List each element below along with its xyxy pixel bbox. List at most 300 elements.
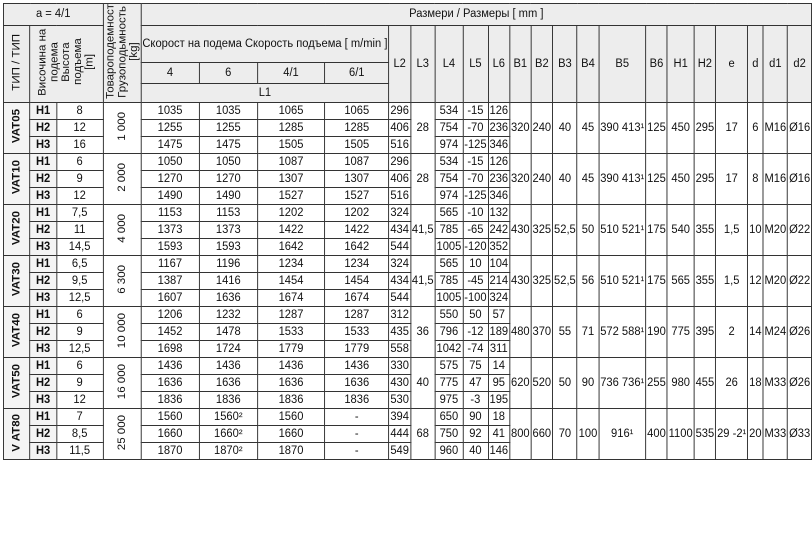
- d1-value: M33: [763, 357, 788, 408]
- B6-value: 400: [646, 408, 668, 459]
- L2-value: 434: [389, 221, 411, 238]
- l1-value: 1035: [141, 102, 199, 119]
- L4-value: 754: [435, 119, 463, 136]
- l1-value: 1505: [257, 136, 324, 153]
- L5-value: -125: [463, 187, 488, 204]
- L6-value: 126: [488, 102, 510, 119]
- L6-value: 104: [488, 255, 510, 272]
- L2-value: 434: [389, 272, 411, 289]
- L2-value: 558: [389, 340, 411, 357]
- lift-height-value: 11: [56, 221, 103, 238]
- d-value: 18: [748, 357, 763, 408]
- L5-value: -65: [463, 221, 488, 238]
- capacity-header: Товароподемност Грузоподьмность [kg]: [103, 4, 141, 103]
- d2-value: Ø33: [788, 408, 812, 459]
- L6-value: 57: [488, 306, 510, 323]
- l1-value: 1422: [325, 221, 389, 238]
- l1-value: 1234: [257, 255, 324, 272]
- B4-value: 50: [577, 204, 599, 255]
- l1-value: 1475: [199, 136, 257, 153]
- L2-value: 406: [389, 170, 411, 187]
- d1-value: M33: [763, 408, 788, 459]
- L4-value: 534: [435, 102, 463, 119]
- e-value: 29 -2¹: [716, 408, 748, 459]
- l1-value: 1836: [257, 391, 324, 408]
- B2-value: 660: [531, 408, 553, 459]
- L2-value: 444: [389, 425, 411, 442]
- L6-value: 236: [488, 119, 510, 136]
- B3-value: 40: [553, 153, 578, 204]
- B5-value: 736 736¹: [599, 357, 646, 408]
- l1-value: 1490: [141, 187, 199, 204]
- B3-value: 52,5: [553, 204, 578, 255]
- l1-value: 1636: [257, 374, 324, 391]
- lift-height-value: 6,5: [56, 255, 103, 272]
- l1-value: 1065: [257, 102, 324, 119]
- L4-value: 1042: [435, 340, 463, 357]
- L2-value: 516: [389, 136, 411, 153]
- height-level: H1: [30, 255, 57, 272]
- height-level: H1: [30, 306, 57, 323]
- table-row: [3, 357, 811, 374]
- type-cell: VAT20: [3, 204, 29, 255]
- l1-value: 1636: [141, 374, 199, 391]
- l1-value: 1660: [257, 425, 324, 442]
- H1-value: 565: [667, 255, 694, 306]
- col-header-d1: d1: [763, 26, 788, 103]
- l1-value: 1560²: [199, 408, 257, 425]
- H2-value: 295: [694, 102, 716, 153]
- d2-value: Ø26: [788, 306, 812, 357]
- l1-value: 1255: [199, 119, 257, 136]
- L4-value: 575: [435, 357, 463, 374]
- L5-value: 90: [463, 408, 488, 425]
- l1-value: 1436: [257, 357, 324, 374]
- col-header-L6: L6: [488, 26, 510, 103]
- L3-value: 41,5: [410, 204, 435, 255]
- d-value: 12: [748, 255, 763, 306]
- B1-value: 430: [510, 255, 532, 306]
- B3-value: 50: [553, 357, 578, 408]
- lift-height-value: 9,5: [56, 272, 103, 289]
- d-value: 8: [748, 153, 763, 204]
- L5-value: 50: [463, 306, 488, 323]
- B2-value: 325: [531, 204, 553, 255]
- height-level: H1: [30, 204, 57, 221]
- col-header-L5: L5: [463, 26, 488, 103]
- l1-value: 1285: [257, 119, 324, 136]
- B6-value: 255: [646, 357, 668, 408]
- l1-value: 1870: [141, 442, 199, 459]
- lift-height-value: 12,5: [56, 289, 103, 306]
- height-level: H2: [30, 272, 57, 289]
- l1-value: 1270: [199, 170, 257, 187]
- type-cell: VAT10: [3, 153, 29, 204]
- lift-height-value: 16: [56, 136, 103, 153]
- B3-value: 70: [553, 408, 578, 459]
- L6-value: 324: [488, 289, 510, 306]
- H1-value: 450: [667, 102, 694, 153]
- l1-value: 1636: [199, 289, 257, 306]
- l1-value: 1660²: [199, 425, 257, 442]
- d2-value: Ø22: [788, 255, 812, 306]
- B2-value: 240: [531, 153, 553, 204]
- l1-value: 1206: [141, 306, 199, 323]
- B3-value: 40: [553, 102, 578, 153]
- B4-value: 100: [577, 408, 599, 459]
- l1-value: 1724: [199, 340, 257, 357]
- L5-value: -3: [463, 391, 488, 408]
- L4-value: 785: [435, 272, 463, 289]
- l1-value: 1836: [141, 391, 199, 408]
- B1-value: 320: [510, 102, 532, 153]
- lift-height-value: 8,5: [56, 425, 103, 442]
- l1-value: 1527: [257, 187, 324, 204]
- col-header-B6: B6: [646, 26, 668, 103]
- L6-value: 195: [488, 391, 510, 408]
- l1-value: 1153: [199, 204, 257, 221]
- type-cell: V AT80: [3, 408, 29, 459]
- capacity-cell: 16 000: [103, 357, 141, 408]
- col-header-L4: L4: [435, 26, 463, 103]
- l1-value: 1560: [141, 408, 199, 425]
- d1-value: M16: [763, 102, 788, 153]
- height-level: H2: [30, 374, 57, 391]
- capacity-cell: 2 000: [103, 153, 141, 204]
- B6-value: 125: [646, 153, 668, 204]
- L4-value: 1005: [435, 289, 463, 306]
- l1-value: 1035: [199, 102, 257, 119]
- d-value: 10: [748, 204, 763, 255]
- height-level: H3: [30, 340, 57, 357]
- speed-col-4: 4: [141, 62, 199, 83]
- L2-value: 330: [389, 357, 411, 374]
- l1-value: 1373: [141, 221, 199, 238]
- L5-value: 10: [463, 255, 488, 272]
- B6-value: 125: [646, 102, 668, 153]
- d1-value: M20: [763, 204, 788, 255]
- col-header-d: d: [748, 26, 763, 103]
- l1-value: 1050: [141, 153, 199, 170]
- type-header: ТИП / ТИП: [3, 26, 29, 103]
- L6-value: 214: [488, 272, 510, 289]
- L6-value: 236: [488, 170, 510, 187]
- L3-value: 28: [410, 102, 435, 153]
- L2-value: 516: [389, 187, 411, 204]
- L2-value: 296: [389, 153, 411, 170]
- l1-value: 1202: [325, 204, 389, 221]
- B1-value: 430: [510, 204, 532, 255]
- d-value: 6: [748, 102, 763, 153]
- L2-value: 544: [389, 238, 411, 255]
- L6-value: 242: [488, 221, 510, 238]
- height-level: H1: [30, 357, 57, 374]
- L5-value: 40: [463, 442, 488, 459]
- B1-value: 620: [510, 357, 532, 408]
- l1-value: 1287: [325, 306, 389, 323]
- height-level: H3: [30, 136, 57, 153]
- L2-value: 312: [389, 306, 411, 323]
- col-header-B1: B1: [510, 26, 532, 103]
- col-header-B5: B5: [599, 26, 646, 103]
- L2-value: 324: [389, 255, 411, 272]
- speed-header: Скорост на подема Скорость подъема [ m/min ]: [141, 26, 389, 63]
- speed-col-4-1: 4/1: [257, 62, 324, 83]
- capacity-cell: 6 300: [103, 255, 141, 306]
- B3-value: 52,5: [553, 255, 578, 306]
- l1-value: 1234: [325, 255, 389, 272]
- l1-value: 1087: [257, 153, 324, 170]
- L2-value: 296: [389, 102, 411, 119]
- B4-value: 71: [577, 306, 599, 357]
- L4-value: 974: [435, 136, 463, 153]
- e-value: 2: [716, 306, 748, 357]
- l1-value: 1285: [325, 119, 389, 136]
- l1-value: 1533: [325, 323, 389, 340]
- L4-value: 754: [435, 170, 463, 187]
- e-value: 1,5: [716, 204, 748, 255]
- L5-value: -70: [463, 170, 488, 187]
- L6-value: 14: [488, 357, 510, 374]
- d2-value: Ø26: [788, 357, 812, 408]
- L5-value: -15: [463, 102, 488, 119]
- L6-value: 126: [488, 153, 510, 170]
- H1-value: 540: [667, 204, 694, 255]
- B2-value: 240: [531, 102, 553, 153]
- H2-value: 295: [694, 153, 716, 204]
- L4-value: 974: [435, 187, 463, 204]
- H2-value: 355: [694, 204, 716, 255]
- B2-value: 325: [531, 255, 553, 306]
- l1-value: 1287: [257, 306, 324, 323]
- capacity-cell: 25 000: [103, 408, 141, 459]
- l1-value: 1636: [199, 374, 257, 391]
- L5-value: -74: [463, 340, 488, 357]
- L4-value: 650: [435, 408, 463, 425]
- L4-value: 750: [435, 425, 463, 442]
- l1-value: 1636: [325, 374, 389, 391]
- l1-value: 1436: [199, 357, 257, 374]
- l1-value: 1416: [199, 272, 257, 289]
- dimensions-header: Размери / Размеры [ mm ]: [141, 4, 812, 26]
- table-body: [3, 102, 811, 459]
- H2-value: 395: [694, 306, 716, 357]
- L4-value: 785: [435, 221, 463, 238]
- col-header-L3: L3: [410, 26, 435, 103]
- l1-value: 1607: [141, 289, 199, 306]
- L2-value: 324: [389, 204, 411, 221]
- L3-value: 41,5: [410, 255, 435, 306]
- L6-value: 18: [488, 408, 510, 425]
- l1-value: 1167: [141, 255, 199, 272]
- col-header-H1: H1: [667, 26, 694, 103]
- capacity-cell: 1 000: [103, 102, 141, 153]
- H1-value: 980: [667, 357, 694, 408]
- col-header-d2: d2: [788, 26, 812, 103]
- col-header-e: e: [716, 26, 748, 103]
- L2-value: 530: [389, 391, 411, 408]
- B2-value: 370: [531, 306, 553, 357]
- L4-value: 565: [435, 255, 463, 272]
- B3-value: 55: [553, 306, 578, 357]
- capacity-cell: 10 000: [103, 306, 141, 357]
- L6-value: 132: [488, 204, 510, 221]
- height-level: H2: [30, 170, 57, 187]
- L4-value: 550: [435, 306, 463, 323]
- e-value: 1,5: [716, 255, 748, 306]
- lift-height-value: 9: [56, 323, 103, 340]
- lift-height-value: 12,5: [56, 340, 103, 357]
- l1-value: 1660: [141, 425, 199, 442]
- L3-value: 40: [410, 357, 435, 408]
- H1-value: 1100: [667, 408, 694, 459]
- speed-col-6: 6: [199, 62, 257, 83]
- l1-value: 1870: [257, 442, 324, 459]
- d1-value: M24: [763, 306, 788, 357]
- height-level: H3: [30, 391, 57, 408]
- table-row: [3, 255, 811, 272]
- L6-value: 311: [488, 340, 510, 357]
- H1-value: 775: [667, 306, 694, 357]
- l1-value: 1454: [325, 272, 389, 289]
- lift-height-value: 14,5: [56, 238, 103, 255]
- B4-value: 45: [577, 153, 599, 204]
- d1-value: M16: [763, 153, 788, 204]
- l1-value: -: [325, 425, 389, 442]
- l1-header: L1: [141, 83, 389, 102]
- l1-value: 1593: [141, 238, 199, 255]
- col-header-L2: L2: [389, 26, 411, 103]
- l1-value: 1452: [141, 323, 199, 340]
- height-level: H3: [30, 442, 57, 459]
- L5-value: -100: [463, 289, 488, 306]
- lift-height-value: 8: [56, 102, 103, 119]
- lift-height-value: 9: [56, 374, 103, 391]
- e-value: 17: [716, 153, 748, 204]
- l1-value: 1436: [325, 357, 389, 374]
- H2-value: 355: [694, 255, 716, 306]
- L4-value: 960: [435, 442, 463, 459]
- lift-height-value: 6: [56, 153, 103, 170]
- L5-value: -45: [463, 272, 488, 289]
- d2-value: Ø22: [788, 204, 812, 255]
- l1-value: 1593: [199, 238, 257, 255]
- B5-value: 390 413¹: [599, 102, 646, 153]
- L5-value: -120: [463, 238, 488, 255]
- L2-value: 430: [389, 374, 411, 391]
- B5-value: 572 588¹: [599, 306, 646, 357]
- table-row: [3, 153, 811, 170]
- height-level: H3: [30, 289, 57, 306]
- lift-height-value: 7,5: [56, 204, 103, 221]
- lift-height-value: 6: [56, 357, 103, 374]
- B4-value: 90: [577, 357, 599, 408]
- L5-value: 75: [463, 357, 488, 374]
- L4-value: 775: [435, 374, 463, 391]
- l1-value: 1387: [141, 272, 199, 289]
- height-level: H2: [30, 425, 57, 442]
- table-row: [3, 204, 811, 221]
- height-level: H2: [30, 119, 57, 136]
- l1-value: 1087: [325, 153, 389, 170]
- e-value: 26: [716, 357, 748, 408]
- l1-value: 1196: [199, 255, 257, 272]
- l1-value: 1642: [257, 238, 324, 255]
- height-level: H3: [30, 187, 57, 204]
- col-header-B3: B3: [553, 26, 578, 103]
- B6-value: 175: [646, 255, 668, 306]
- L6-value: 352: [488, 238, 510, 255]
- l1-value: 1698: [141, 340, 199, 357]
- height-level: H1: [30, 153, 57, 170]
- l1-value: 1505: [325, 136, 389, 153]
- l1-value: 1255: [141, 119, 199, 136]
- e-value: 17: [716, 102, 748, 153]
- L5-value: 92: [463, 425, 488, 442]
- L4-value: 796: [435, 323, 463, 340]
- col-header-B2: B2: [531, 26, 553, 103]
- l1-value: 1422: [257, 221, 324, 238]
- l1-value: 1475: [141, 136, 199, 153]
- l1-value: 1870²: [199, 442, 257, 459]
- L5-value: -70: [463, 119, 488, 136]
- L3-value: 28: [410, 153, 435, 204]
- L3-value: 68: [410, 408, 435, 459]
- l1-value: 1436: [141, 357, 199, 374]
- l1-value: 1307: [325, 170, 389, 187]
- l1-value: 1153: [141, 204, 199, 221]
- l1-value: 1270: [141, 170, 199, 187]
- d2-value: Ø16: [788, 102, 812, 153]
- table-row: [3, 306, 811, 323]
- L5-value: 47: [463, 374, 488, 391]
- L4-value: 534: [435, 153, 463, 170]
- l1-value: 1779: [257, 340, 324, 357]
- lift-height-header: Височина на подема Высота подъема [m]: [30, 26, 103, 103]
- L6-value: 95: [488, 374, 510, 391]
- B5-value: 390 413¹: [599, 153, 646, 204]
- H2-value: 455: [694, 357, 716, 408]
- lift-height-value: 12: [56, 391, 103, 408]
- B4-value: 56: [577, 255, 599, 306]
- table-row: [3, 408, 811, 425]
- lift-height-value: 9: [56, 170, 103, 187]
- d-value: 20: [748, 408, 763, 459]
- l1-value: 1454: [257, 272, 324, 289]
- height-level: H3: [30, 238, 57, 255]
- lift-height-value: 12: [56, 119, 103, 136]
- L5-value: -125: [463, 136, 488, 153]
- lift-height-value: 6: [56, 306, 103, 323]
- type-cell: VAT50: [3, 357, 29, 408]
- l1-value: 1836: [325, 391, 389, 408]
- L3-value: 36: [410, 306, 435, 357]
- B1-value: 480: [510, 306, 532, 357]
- type-cell: VAT40: [3, 306, 29, 357]
- l1-value: 1478: [199, 323, 257, 340]
- col-header-B4: B4: [577, 26, 599, 103]
- height-level: H1: [30, 102, 57, 119]
- dimensions-table: [3, 3, 812, 460]
- H2-value: 535: [694, 408, 716, 459]
- type-cell: VAT05: [3, 102, 29, 153]
- L2-value: 406: [389, 119, 411, 136]
- l1-value: 1065: [325, 102, 389, 119]
- L6-value: 41: [488, 425, 510, 442]
- L2-value: 549: [389, 442, 411, 459]
- l1-value: 1674: [257, 289, 324, 306]
- B1-value: 320: [510, 153, 532, 204]
